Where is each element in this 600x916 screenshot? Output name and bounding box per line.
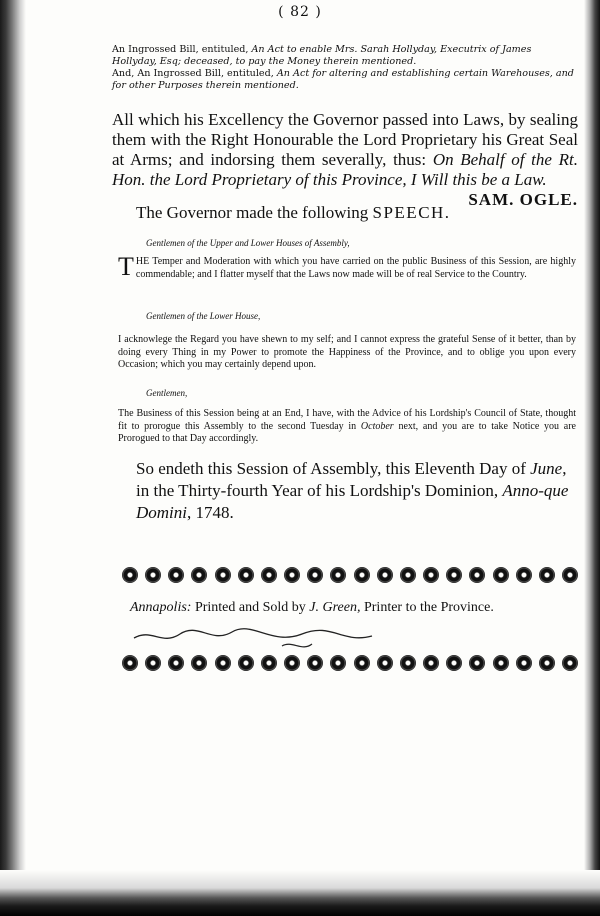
fleuron-ornament-icon xyxy=(493,655,509,671)
bill-2-title: An Act for altering and establishing certain Warehouses, and for other Purposes therein mentioned. xyxy=(112,68,574,91)
salutation-2: Gentlemen of the Lower House, xyxy=(146,311,261,321)
fleuron-ornament-icon xyxy=(261,655,277,671)
page-number: ( 82 ) xyxy=(278,4,322,20)
passage-paragraph: All which his Excellency the Governor passed into Laws, by sealing them with the Right Honourable the Lord Proprietary his Great Seal at Arms; and indorsing them severally, thus: On Behalf of the Rt. Hon. the Lord Proprietary of this Province, I Will this be a Law. SAM. OGLE. xyxy=(112,110,578,209)
ornament-band-bottom xyxy=(122,650,578,676)
fleuron-ornament-icon xyxy=(168,567,184,583)
imprint-line: Annapolis: Printed and Sold by J. Green, Printer to the Province. xyxy=(130,600,494,615)
fleuron-ornament-icon xyxy=(238,567,254,583)
salutation-3: Gentlemen, xyxy=(146,388,188,398)
fleuron-ornament-icon xyxy=(354,567,370,583)
bill-1: An Ingrossed Bill, entituled, An Act to enable Mrs. Sarah Hollyday, Executrix of James Hollyday, Esq; deceased, to pay the Money therein mentioned. xyxy=(112,44,532,67)
fleuron-ornament-icon xyxy=(354,655,370,671)
fleuron-ornament-icon xyxy=(516,567,532,583)
fleuron-ornament-icon xyxy=(469,567,485,583)
fleuron-ornament-icon xyxy=(330,567,346,583)
fleuron-ornament-icon xyxy=(261,567,277,583)
salutation-1: Gentlemen of the Upper and Lower Houses of Assembly, xyxy=(146,238,350,248)
fleuron-ornament-icon xyxy=(562,655,578,671)
page-bottom-edge xyxy=(0,870,600,916)
fleuron-ornament-icon xyxy=(122,655,138,671)
fleuron-ornament-icon xyxy=(330,655,346,671)
fleuron-ornament-icon xyxy=(400,655,416,671)
fleuron-ornament-icon xyxy=(215,655,231,671)
endorsement-formula: On Behalf of the Rt. Hon. the Lord Proprietary of this Province, I Will this be a Law. xyxy=(112,150,578,189)
book-binding-left xyxy=(0,0,26,916)
fleuron-ornament-icon xyxy=(122,567,138,583)
bill-2: And, An Ingrossed Bill, entituled, An Act for altering and establishing certain Warehouses, and for other Purposes therein mentioned. xyxy=(112,68,574,91)
fleuron-ornament-icon xyxy=(284,567,300,583)
fleuron-ornament-icon xyxy=(145,567,161,583)
fleuron-ornament-icon xyxy=(284,655,300,671)
fleuron-ornament-icon xyxy=(191,567,207,583)
fleuron-ornament-icon xyxy=(469,655,485,671)
fleuron-ornament-icon xyxy=(400,567,416,583)
closing-paragraph: So endeth this Session of Assembly, this Eleventh Day of June, in the Thirty-fourth Year of his Lordship's Dominion, Anno-que Domini, 1748. xyxy=(136,459,569,522)
fleuron-ornament-icon xyxy=(539,567,555,583)
fleuron-ornament-icon xyxy=(215,567,231,583)
fleuron-ornament-icon xyxy=(539,655,555,671)
speech-heading: The Governor made the following SPEECH. xyxy=(136,203,451,222)
fleuron-ornament-icon xyxy=(562,567,578,583)
fleuron-ornament-icon xyxy=(423,655,439,671)
bills-list xyxy=(112,44,578,92)
address-1-body: THE Temper and Moderation with which you have carried on the public Business of this Session, are highly commendable; and I flatter myself that the Laws now made will be of real Service to the Country. xyxy=(118,252,576,281)
fleuron-ornament-icon xyxy=(446,567,462,583)
bill-1-title: An Act to enable Mrs. Sarah Hollyday, Executrix of James Hollyday, Esq; deceased, to pay the Money therein mentioned. xyxy=(112,44,532,67)
drop-cap: T xyxy=(118,252,134,281)
address-3-body: The Business of this Session being at an End, I have, with the Advice of his Lordship's Council of State, thought fit to prorogue this Assembly to the second Tuesday in October next, and you are to take Notice you are Prorogued to that Day accordingly. xyxy=(118,408,576,444)
fleuron-ornament-icon xyxy=(493,567,509,583)
fleuron-ornament-icon xyxy=(191,655,207,671)
fleuron-ornament-icon xyxy=(307,567,323,583)
fleuron-ornament-icon xyxy=(446,655,462,671)
printer-name: J. Green, xyxy=(309,600,361,615)
fleuron-ornament-icon xyxy=(307,655,323,671)
signer-name: SAM. OGLE. xyxy=(468,190,578,209)
fleuron-ornament-icon xyxy=(377,567,393,583)
fleuron-ornament-icon xyxy=(145,655,161,671)
fleuron-ornament-icon xyxy=(238,655,254,671)
fleuron-ornament-icon xyxy=(168,655,184,671)
ornament-band-top xyxy=(122,562,578,588)
book-binding-right xyxy=(584,0,600,916)
fleuron-ornament-icon xyxy=(516,655,532,671)
fleuron-ornament-icon xyxy=(423,567,439,583)
fleuron-ornament-icon xyxy=(377,655,393,671)
address-2-body: I acknowlege the Regard you have shewn to my self; and I cannot express the grateful Sense of it better, than by doing every Thing in my Power to promote the Happiness of the Province, and to oblige you upon every Occasion; which you may certainly depend upon. xyxy=(118,334,576,370)
